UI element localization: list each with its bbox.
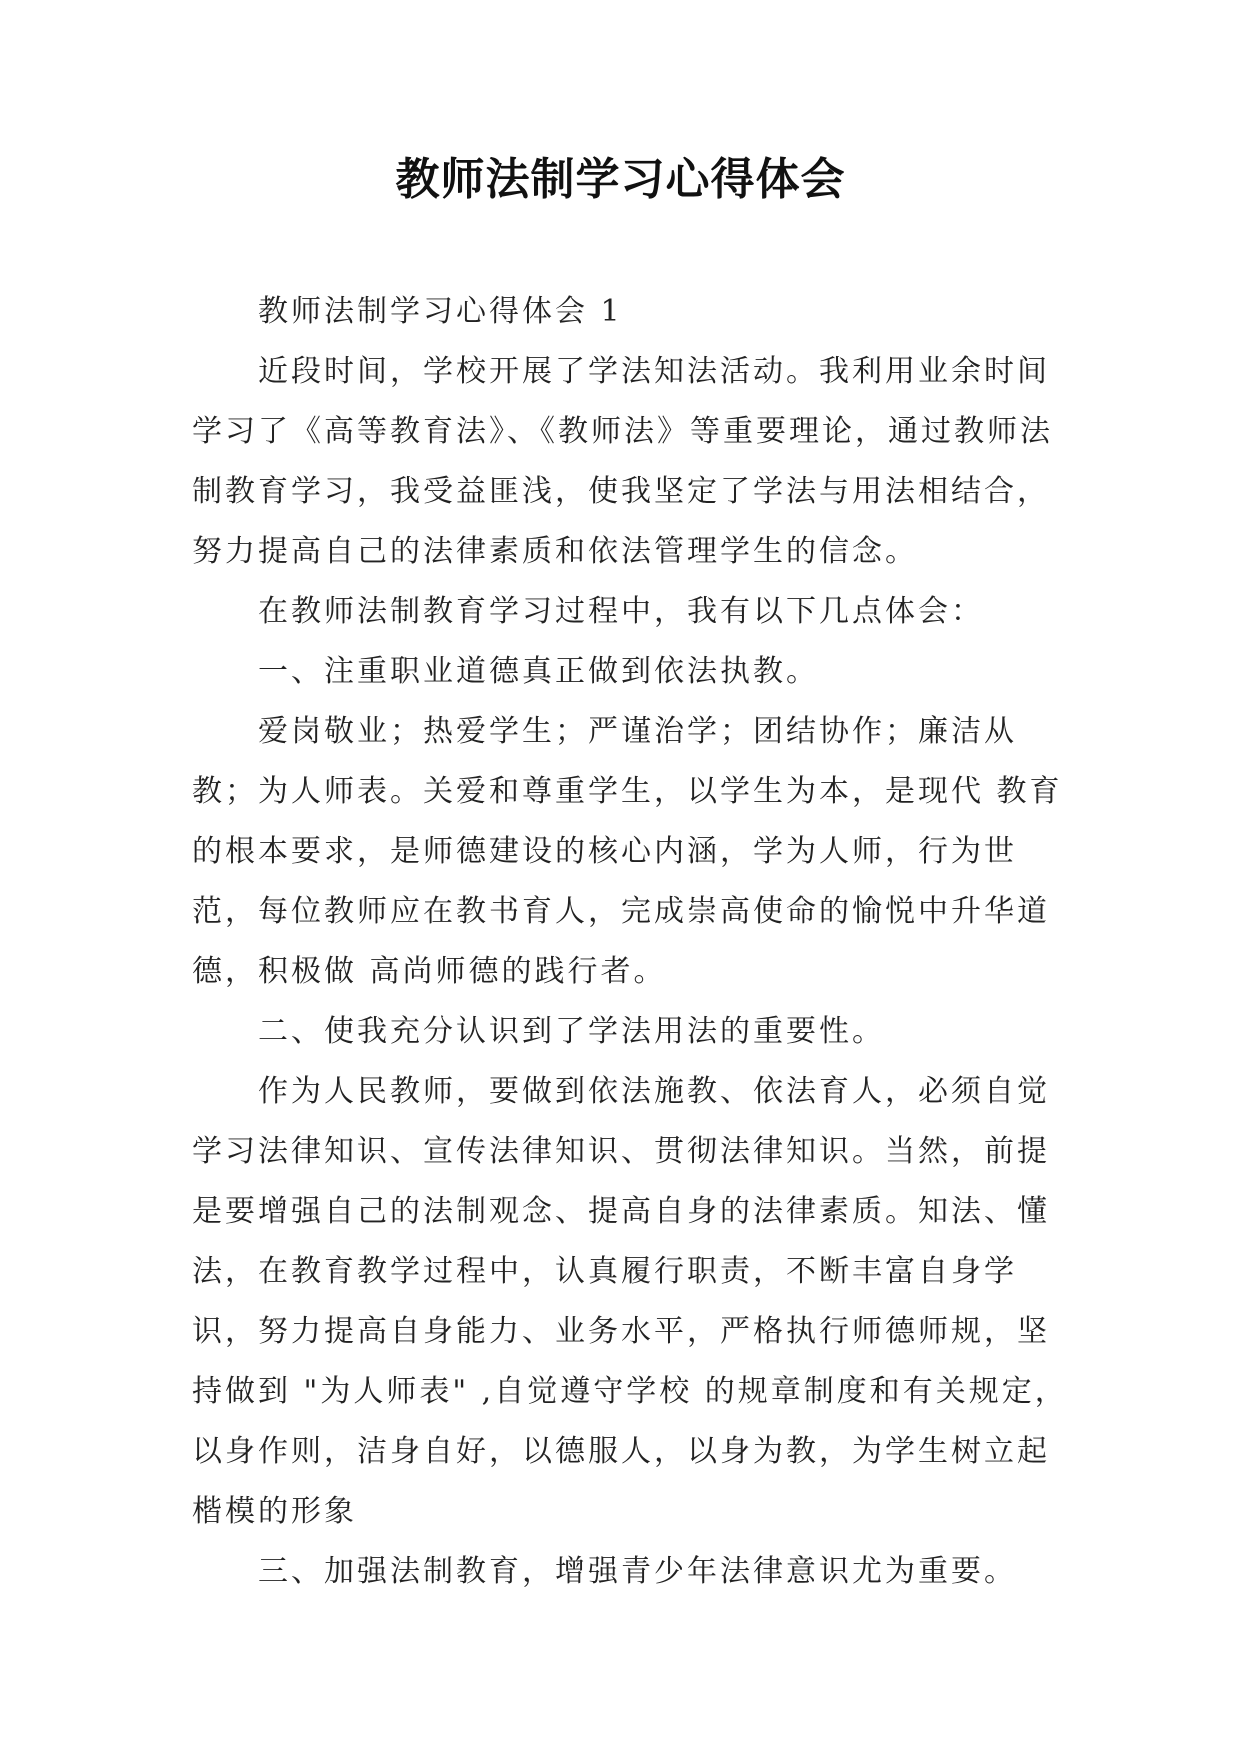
paragraph-point-two-body: 作为人民教师，要做到依法施教、依法育人，必须自觉学习法律知识、宣传法律知识、贯彻法律知识。当然，前提是要增强自己的法制观念、提高自身的法律素质。知法、懂法，在教育教学过程中，认真履行职责，不断丰富自身学识，努力提高自身能力、业务水平，严格执行师德师规，坚持做到 "为人师表" ,自觉遵守学校 的规章制度和有关规定，以身作则，洁身自好，以德服人，以身为教，为学生树立起楷模的形象 bbox=[192, 1074, 1068, 1529]
paragraph-point-two: 二、使我充分认识到了学法用法的重要性。 bbox=[258, 1014, 885, 1049]
paragraph-point-one: 一、注重职业道德真正做到依法执教。 bbox=[258, 654, 819, 689]
paragraph-points-lead: 在教师法制教育学习过程中，我有以下几点体会： bbox=[258, 594, 984, 629]
paragraph-point-three: 三、加强法制教育，增强青少年法律意识尤为重要。 bbox=[258, 1554, 1017, 1589]
paragraph-point-one-body: 爱岗敬业；热爱学生；严谨治学；团结协作；廉洁从教；为人师表。关爱和尊重学生，以学生为本，是现代 教育的根本要求，是师德建设的核心内涵，学为人师，行为世范，每位教师应在教书育人，完成崇高使命的愉悦中升华道德，积极做 高尚师德的践行者。 bbox=[192, 714, 1063, 989]
document-title: 教师法制学习心得体会 bbox=[395, 154, 846, 205]
paragraph-heading: 教师法制学习心得体会 1 bbox=[258, 294, 623, 329]
document-body bbox=[192, 282, 1072, 1602]
paragraph-intro: 近段时间，学校开展了学法知法活动。我利用业余时间学习了《高等教育法》、《教师法》等重要理论，通过教师法制教育学习，我受益匪浅，使我坚定了学法与用法相结合，努力提高自己的法律素质和依法管理学生的信念。 bbox=[192, 354, 1053, 569]
